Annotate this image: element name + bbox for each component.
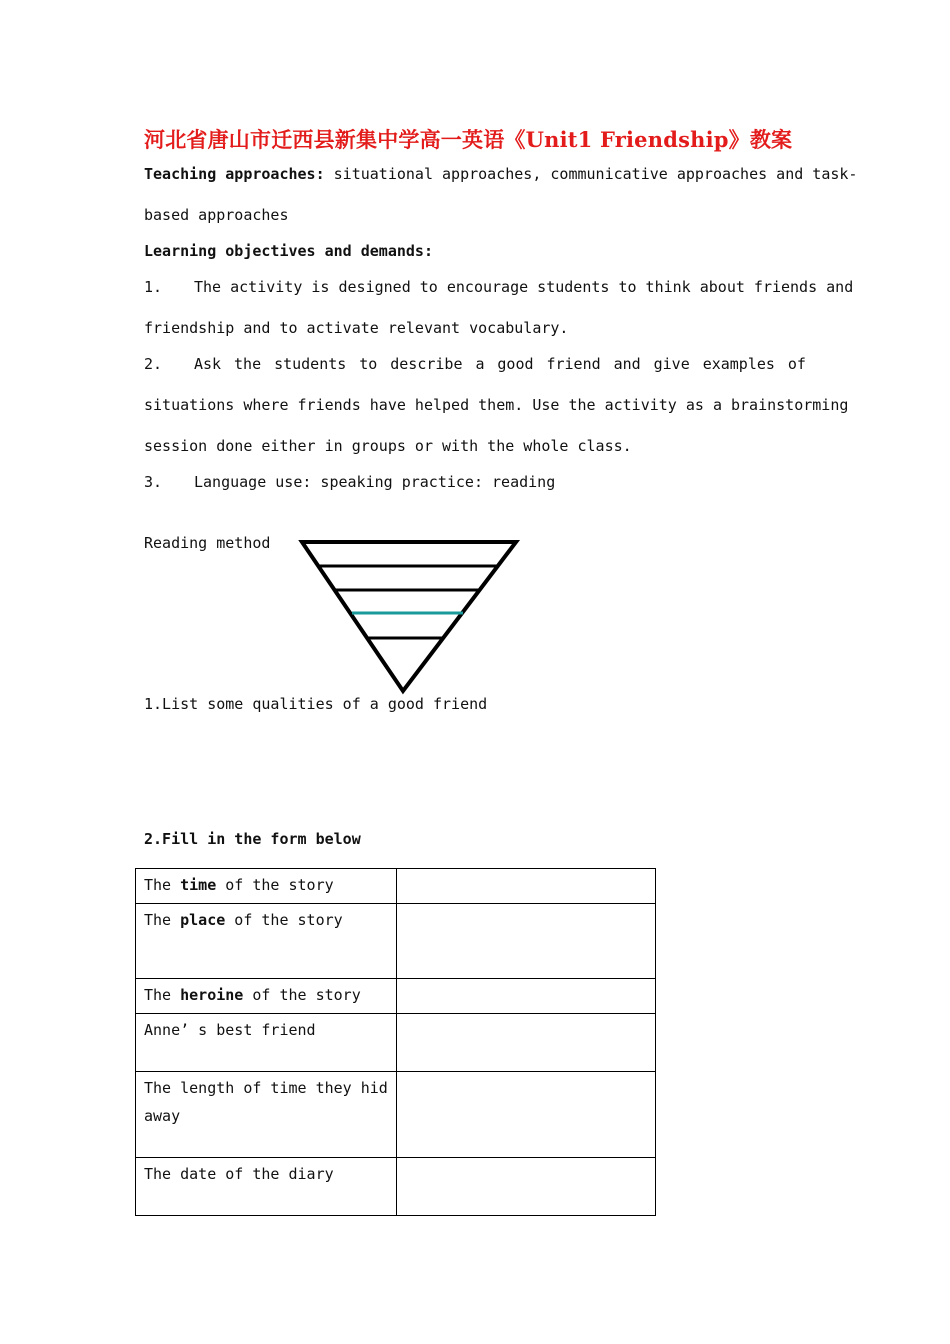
item-2-word: of — [787, 355, 806, 373]
answer-cell[interactable] — [397, 1072, 656, 1158]
item-2-word: to — [359, 355, 378, 373]
table-row — [136, 1158, 656, 1216]
inverted-pyramid-diagram — [295, 535, 525, 697]
table-row — [136, 904, 656, 979]
document-title: 河北省唐山市迁西县新集中学高一英语《Unit1 Friendship》教案 — [144, 127, 793, 152]
item-2-word: give — [653, 355, 690, 373]
item-2-word: good — [497, 355, 534, 373]
question-1: 1.List some qualities of a good friend — [144, 695, 488, 713]
item-2-word: the — [234, 355, 262, 373]
row-label: The length of time they hid away — [136, 1072, 397, 1158]
item-3-text: Language use: speaking practice: reading — [194, 473, 556, 491]
table-row — [136, 869, 656, 904]
item-2-word: a — [475, 355, 485, 373]
item-2-word: examples — [702, 355, 775, 373]
row-label: The heroine of the story — [136, 979, 397, 1014]
row-label: Anne’ s best friend — [136, 1014, 397, 1072]
teaching-approaches-label: Teaching approaches: — [144, 165, 325, 183]
item-2-word: students — [274, 355, 347, 373]
reading-method-label: Reading method — [144, 534, 271, 552]
table-row — [136, 979, 656, 1014]
row-label: The date of the diary — [136, 1158, 397, 1216]
item-2-line2: situations where friends have helped them. Use the activity as a brainstorming — [144, 396, 849, 414]
teaching-approaches-text: situational approaches, communicative approaches and task- — [333, 165, 858, 183]
answer-cell[interactable] — [397, 869, 656, 904]
answer-cell[interactable] — [397, 979, 656, 1014]
objectives-heading: Learning objectives and demands: — [144, 242, 433, 260]
teaching-approaches-line1 — [144, 165, 857, 183]
pyramid-outline — [302, 542, 516, 691]
answer-cell[interactable] — [397, 904, 656, 979]
question-2: 2.Fill in the form below — [144, 830, 361, 848]
item-1-line2: friendship and to activate relevant vocabulary. — [144, 319, 569, 337]
item-3-number: 3. — [144, 473, 163, 491]
answer-cell[interactable] — [397, 1014, 656, 1072]
item-2-line1 — [194, 355, 806, 373]
item-1-line1: The activity is designed to encourage students to think about friends and — [194, 278, 854, 296]
table-row — [136, 1014, 656, 1072]
item-2-number: 2. — [144, 355, 163, 373]
teaching-approaches-line2: based approaches — [144, 206, 289, 224]
item-2-word: Ask — [194, 355, 222, 373]
row-label: The place of the story — [136, 904, 397, 979]
item-2-word: describe — [390, 355, 463, 373]
item-1-number: 1. — [144, 278, 163, 296]
item-2-line3: session done either in groups or with the whole class. — [144, 437, 632, 455]
item-2-word: friend — [546, 355, 601, 373]
item-2-word: and — [613, 355, 641, 373]
table-row — [136, 1072, 656, 1158]
row-label: The time of the story — [136, 869, 397, 904]
story-form-table — [135, 868, 656, 1216]
answer-cell[interactable] — [397, 1158, 656, 1216]
